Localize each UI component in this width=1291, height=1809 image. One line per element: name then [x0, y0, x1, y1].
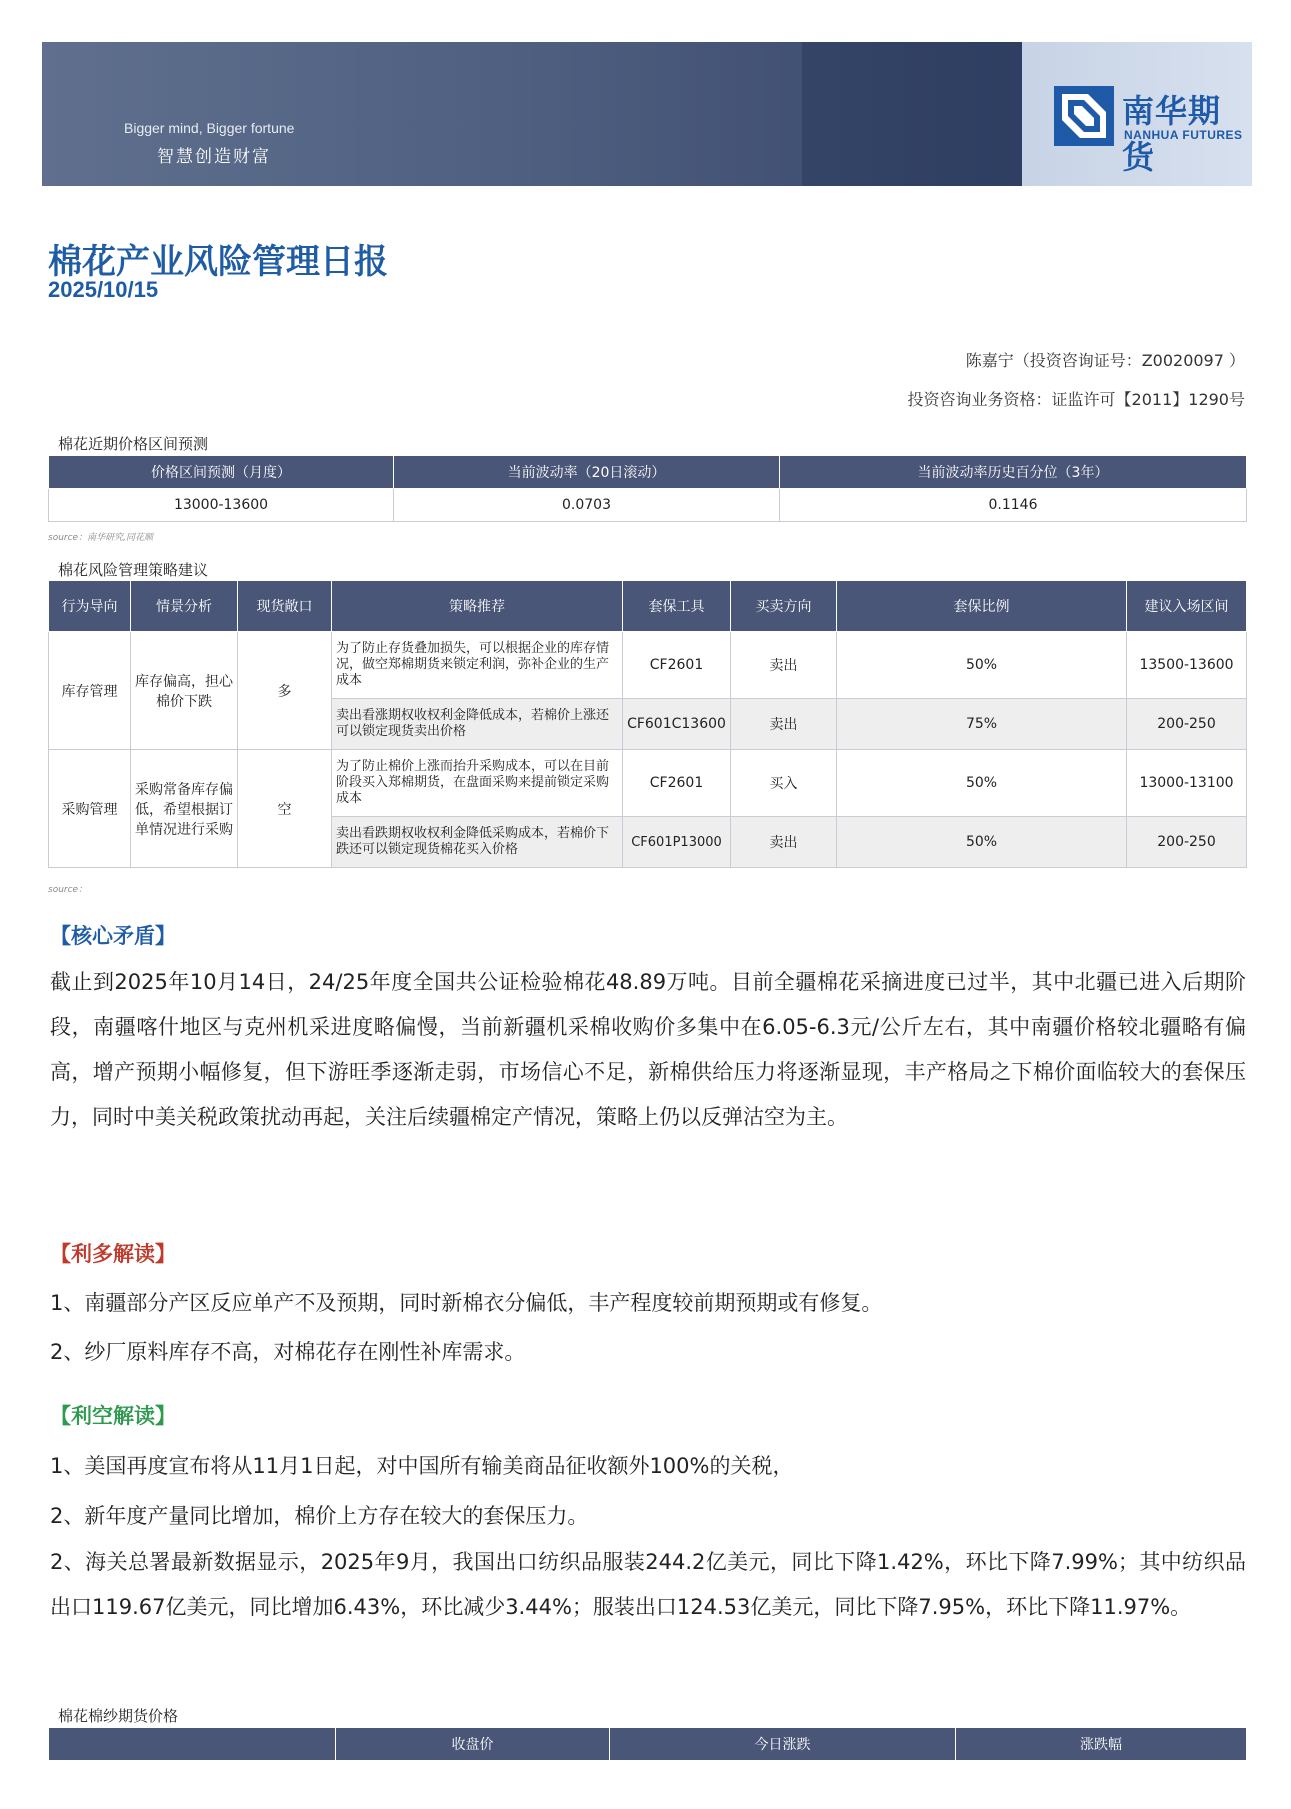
- table-header-cell: 套保比例: [837, 581, 1127, 632]
- range-cell: 13500-13600: [1127, 632, 1247, 699]
- table-cell: 0.1146: [780, 489, 1247, 522]
- range-cell: 200-250: [1127, 817, 1247, 868]
- table-header-cell: 今日涨跌: [610, 1728, 956, 1761]
- table-header-cell: 价格区间预测（月度）: [49, 456, 394, 489]
- bearish-heading: 【利空解读】: [50, 1404, 176, 1428]
- table-cell: 13000-13600: [49, 489, 394, 522]
- bullish-item: 1、南疆部分产区反应单产不及预期，同时新棉衣分偏低，丰产程度较前期预期或有修复。: [50, 1291, 883, 1315]
- table-cell: 0.0703: [394, 489, 780, 522]
- table-header-cell: 情景分析: [131, 581, 238, 632]
- report-date: 2025/10/15: [48, 277, 159, 302]
- table-header-cell: 策略推荐: [332, 581, 623, 632]
- table-row: [49, 489, 1247, 522]
- bullish-heading: 【利多解读】: [50, 1242, 176, 1266]
- ratio-cell: 50%: [837, 750, 1127, 817]
- exposure-cell: 空: [238, 750, 332, 868]
- table-header-cell: [49, 1728, 336, 1761]
- direction-cell: 买入: [731, 750, 837, 817]
- core-paragraph: 截止到2025年10月14日，24/25年度全国共公证检验棉花48.89万吨。目前全疆棉花采摘进度已过半，其中北疆已进入后期阶段，南疆喀什地区与克州机采进度略偏慢，当前新疆机采棉收购价多集中在6.05-6.3元/公斤左右，其中南疆价格较北疆略有偏高，增产预期小幅修复，但下游旺季逐渐走弱，市场信心不足，新棉供给压力将逐渐显现，丰产格局之下棉价面临较大的套保压力，同时中美关税政策扰动再起，关注后续疆棉定产情况，策略上仍以反弹沽空为主。: [50, 970, 1246, 1129]
- strategy-label: 棉花风险管理策略建议: [58, 561, 209, 579]
- logo-text-english: NANHUA FUTURES: [1124, 128, 1243, 142]
- strategy-cell: 为了防止棉价上涨而抬升采购成本，可以在目前阶段买入郑棉期货，在盘面采购来提前锁定采购成本: [332, 750, 623, 817]
- table-row: [49, 632, 1247, 699]
- bearish-item: 2、新年度产量同比增加，棉价上方存在较大的套保压力。: [50, 1504, 589, 1528]
- exposure-cell: 多: [238, 632, 332, 750]
- table-header-row: [49, 581, 1247, 632]
- tool-cell: CF2601: [623, 750, 731, 817]
- scenario-cell: 采购常备库存偏低，希望根据订单情况进行采购: [131, 750, 238, 868]
- core-heading: 【核心矛盾】: [50, 924, 176, 948]
- author-line: 陈嘉宁（投资咨询证号：Z0020097 ）: [965, 351, 1245, 370]
- header-banner: [42, 42, 1252, 186]
- table-header-row: [49, 1728, 1247, 1761]
- source-note: source：: [48, 885, 88, 895]
- bearish-item: 2、海关总署最新数据显示，2025年9月，我国出口纺织品服装244.2亿美元，同比下降1.42%，环比下降7.99%；其中纺织品出口119.67亿美元，同比增加6.43%，环比减少3.44%；服装出口124.53亿美元，同比下降7.95%，环比下降11.97%。: [50, 1550, 1246, 1619]
- slogan-chinese: 智慧创造财富: [157, 147, 271, 167]
- bullish-item: 2、纱厂原料库存不高，对棉花存在刚性补库需求。: [50, 1340, 526, 1364]
- table-header-cell: 现货敞口: [238, 581, 332, 632]
- price-forecast-label: 棉花近期价格区间预测: [58, 435, 209, 453]
- table-header-cell: 当前波动率（20日滚动）: [394, 456, 780, 489]
- table-header-cell: 当前波动率历史百分位（3年）: [780, 456, 1247, 489]
- table-header-cell: 收盘价: [336, 1728, 610, 1761]
- banner-stripe: [802, 42, 1032, 186]
- source-note: source：南华研究,同花顺: [48, 533, 153, 543]
- slogan-english: Bigger mind, Bigger fortune: [124, 120, 295, 136]
- tool-cell: CF601C13600: [623, 699, 731, 750]
- strategy-table: [48, 580, 1247, 868]
- tool-cell: CF2601: [623, 632, 731, 699]
- futures-table: [48, 1727, 1247, 1761]
- range-cell: 200-250: [1127, 699, 1247, 750]
- nanhua-logo-icon: [1054, 86, 1114, 146]
- direction-cell: 卖出: [731, 699, 837, 750]
- table-header-cell: 建议入场区间: [1127, 581, 1247, 632]
- futures-label: 棉花棉纱期货价格: [58, 1707, 179, 1725]
- ratio-cell: 75%: [837, 699, 1127, 750]
- table-header-cell: 买卖方向: [731, 581, 837, 632]
- bearish-item: 1、美国再度宣布将从11月1日起，对中国所有输美商品征收额外100%的关税，: [50, 1454, 794, 1478]
- strategy-cell: 为了防止存货叠加损失，可以根据企业的库存情况，做空郑棉期货来锁定利润，弥补企业的生产成本: [332, 632, 623, 699]
- logo-text-chinese: 南华期货: [1122, 92, 1222, 176]
- behavior-cell: 库存管理: [49, 632, 131, 750]
- ratio-cell: 50%: [837, 817, 1127, 868]
- license-line: 投资咨询业务资格：证监许可【2011】1290号: [907, 390, 1245, 409]
- table-header-cell: 套保工具: [623, 581, 731, 632]
- table-header-cell: 行为导向: [49, 581, 131, 632]
- direction-cell: 卖出: [731, 817, 837, 868]
- strategy-cell: 卖出看涨期权收权利金降低成本，若棉价上涨还可以锁定现货卖出价格: [332, 699, 623, 750]
- range-cell: 13000-13100: [1127, 750, 1247, 817]
- report-title: 棉花产业风险管理日报: [48, 242, 388, 282]
- direction-cell: 卖出: [731, 632, 837, 699]
- scenario-cell: 库存偏高，担心棉价下跌: [131, 632, 238, 750]
- table-header-row: [49, 456, 1247, 489]
- strategy-cell: 卖出看跌期权收权利金降低采购成本，若棉价下跌还可以锁定现货棉花买入价格: [332, 817, 623, 868]
- ratio-cell: 50%: [837, 632, 1127, 699]
- tool-cell: CF601P13000: [623, 817, 731, 868]
- table-row: [49, 750, 1247, 817]
- behavior-cell: 采购管理: [49, 750, 131, 868]
- table-header-cell: 涨跌幅: [956, 1728, 1247, 1761]
- price-forecast-table: [48, 455, 1247, 522]
